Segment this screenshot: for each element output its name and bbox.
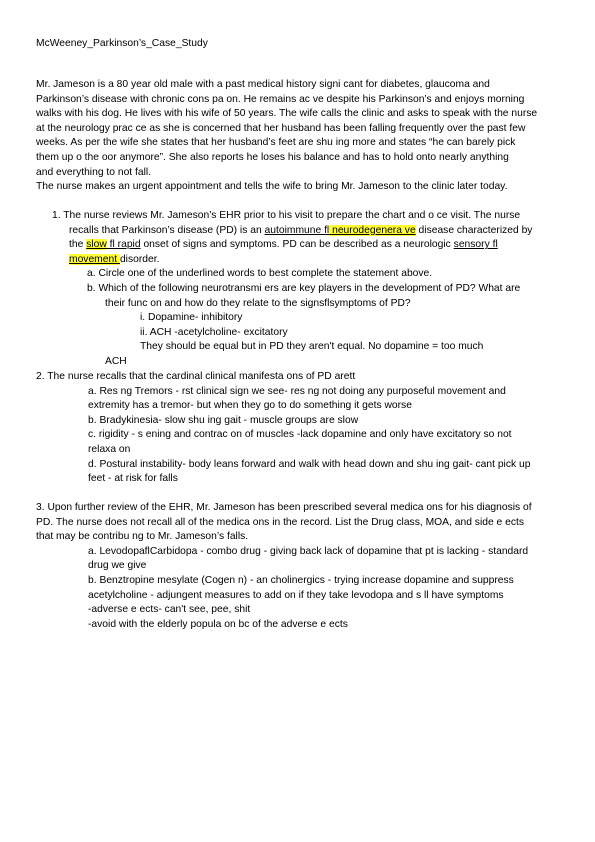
option-rapid: fl rapid [106, 239, 141, 251]
option-slow: slow [86, 239, 107, 251]
intro-line: at the neurology prac ce as she is concerned that her husband has been falling frequently over the past few [36, 122, 526, 134]
intro-line: walks with his dog. He lives with his wife of 50 years. The wife calls the clinic and asks to speak with the nurse [36, 108, 538, 120]
q1-text: the [69, 239, 87, 251]
q2-head: 2. The nurse recalls that the cardinal clinical manifesta ons of PD arett [36, 371, 356, 382]
q3-head: 3. Upon further review of the EHR, Mr. Jameson has been prescribed several medica ons for his diagnosis of [36, 502, 532, 513]
q2-item: extremity has a tremor- but when they go to do something it gets worse [88, 400, 412, 412]
intro-line: The nurse makes an urgent appointment and tells the wife to bring Mr. Jameson to the clinic later today. [36, 181, 508, 193]
option-neurodegenerative: neurodegenera ve [329, 224, 416, 236]
q2-item: a. Res ng Tremors - rst clinical sign we see- res ng not doing any purposeful movement and [88, 385, 506, 397]
q1-note: They should be equal but in PD they aren't equal. No dopamine = too much [140, 341, 484, 353]
q1-text: onset of signs and symptoms. PD can be described as a neurologic [140, 239, 454, 251]
q2-item: c. rigidity - s ening and contrac on of muscles -lack dopamine and only have excitatory so not [88, 429, 512, 441]
q2-item: relaxa on [88, 443, 131, 455]
q3-item: -adverse e ects- can't see, pee, shit [88, 604, 251, 616]
q1-answer-i: i. Dopamine- inhibitory [140, 312, 243, 324]
q3-item: a. LevodopaflCarbidopa - combo drug - giving back lack of dopamine that pt is lacking - standard [88, 545, 529, 557]
intro-line: Parkinson’s disease with chronic cons pa on. He remains ac ve despite his Parkinson’s and enjoys morning [36, 93, 525, 105]
q3-item: b. Benztropine mesylate (Cogen n) - an cholinergics - trying increase dopamine and suppress [88, 574, 514, 586]
option-movement: movement [69, 253, 120, 265]
q1-line [52, 238, 552, 253]
document-title: McWeeney_Parkinson’s_Case_Study [36, 38, 208, 49]
q3-head: that may be contribu ng to Mr. Jameson’s falls. [36, 531, 249, 543]
q1-line: 1. The nurse reviews Mr. Jameson’s EHR prior to his visit to prepare the chart and o ce visit. The nurse [52, 210, 521, 221]
q1-text: disease characterized by [415, 224, 533, 236]
intro-line: and everything to not fall. [36, 166, 152, 178]
question-3 [36, 501, 556, 632]
option-sensory: sensory fl [453, 239, 498, 251]
q3-item: drug we give [88, 560, 147, 572]
q3-head: PD. The nurse does not recall all of the medica ons in the record. List the Drug class, MOA, and side e ects [36, 516, 525, 528]
q3-item: -avoid with the elderly popula on bc of the adverse e ects [88, 618, 348, 630]
q1-line [52, 253, 552, 268]
q2-item: b. Bradykinesia- slow shu ing gait - muscle groups are slow [88, 414, 359, 426]
q1-text: recalls that Parkinson’s disease (PD) is an [69, 224, 265, 236]
q1-answer-ii: ii. ACH -acetylcholine- excitatory [140, 326, 288, 338]
intro-line: weeks. As per the wife she states that her husband’s feet are shu ing more and states “he can barely pick [36, 137, 516, 149]
q1-sub-a: a. Circle one of the underlined words to best complete the statement above. [87, 268, 433, 280]
q2-item: feet - at risk for falls [88, 473, 178, 485]
intro-line: Mr. Jameson is a 80 year old male with a past medical history signi cant for diabetes, glaucoma and [36, 79, 490, 90]
case-intro [36, 78, 556, 195]
question-1 [52, 209, 552, 370]
q2-item: d. Postural instability- body leans forward and walk with head down and shu ing gait- cant pick up [88, 458, 531, 470]
q1-note-cont: ACH [105, 355, 127, 367]
question-2 [36, 370, 556, 487]
q1-sub-b: b. Which of the following neurotransmi ers are key players in the development of PD? What are [87, 282, 521, 294]
intro-line: them up o the oor anymore”. She also reports he loses his balance and has to hold onto nearly anything [36, 151, 509, 163]
q1-line [52, 224, 552, 239]
option-autoimmune: autoimmune fl [264, 224, 330, 236]
q3-item: acetylcholine - adjungent measures to add on if they take levodopa and s ll have symptoms [88, 589, 504, 601]
q1-sub-b-cont: their func on and how do they relate to the signsflsymptoms of PD? [105, 297, 411, 309]
q1-text: disorder. [119, 253, 160, 265]
